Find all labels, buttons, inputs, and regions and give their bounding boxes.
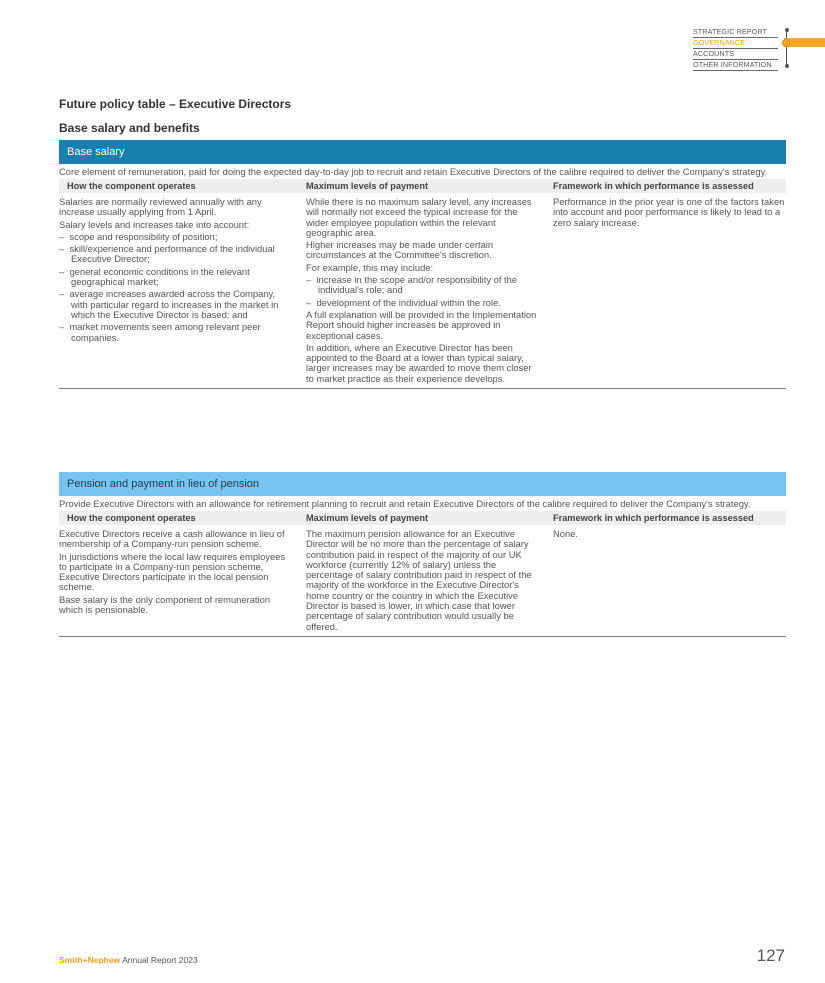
paragraph: Salary levels and increases take into account: (59, 218, 250, 230)
list-item: – development of the individual within the role. (306, 298, 541, 308)
paragraph: While there is no maximum salary level, any increases will normally not exceed the typical increase for the wider employee population within the relevant geographic area. (306, 196, 532, 238)
section-description: Core element of remuneration, paid for doing the expected day-to-day job to recruit and retain Executive Directors of the calibre required to deliver the Company's strategy. (59, 166, 768, 177)
cell-maximum-levels (306, 197, 553, 386)
list-item: – average increases awarded across the Company, with particular regard to increases in the market in which the Executive Director is based; and (59, 289, 294, 320)
cell-how-operates (59, 197, 306, 386)
nav-item-other-information[interactable]: OTHER INFORMATION (693, 60, 778, 71)
paragraph: For example, this may include: (306, 261, 434, 273)
page-number: 127 (756, 946, 785, 965)
nav-item-strategic-report[interactable]: STRATEGIC REPORT (693, 27, 778, 38)
table-header (59, 511, 786, 525)
nav-item-accounts[interactable]: ACCOUNTS (693, 49, 778, 60)
paragraph: Performance in the prior year is one of the factors taken into account and poor performance is likely to lead to a zero salary increase. (553, 196, 785, 228)
list-item: – skill/experience and performance of the individual Executive Director; (59, 244, 294, 265)
list-item: – increase in the scope and/or responsibility of the individual's role; and (306, 275, 541, 296)
nav-dot-icon (785, 28, 789, 32)
section-description: Provide Executive Directors with an allowance for retirement planning to recruit and retain Executive Directors of the calibre required to deliver the Company's strategy. (59, 498, 751, 509)
cell-framework (553, 197, 786, 386)
list-item: – market movements seen among relevant peer companies. (59, 322, 294, 343)
pension-section (59, 472, 786, 637)
header-framework: Framework in which performance is assessed (553, 181, 754, 191)
nav-item-governance[interactable]: GOVERNANCE (693, 38, 778, 49)
section-nav (693, 27, 778, 71)
section-bar-pension: Pension and payment in lieu of pension (59, 472, 786, 496)
cell-framework (553, 529, 786, 634)
page-title: Future policy table – Executive Directors (59, 97, 292, 111)
cell-maximum-levels (306, 529, 553, 634)
list-item: – general economic conditions in the relevant geographical market; (59, 267, 294, 288)
table-row (59, 525, 786, 637)
base-salary-section (59, 140, 786, 389)
table-header (59, 179, 786, 193)
paragraph: Executive Directors receive a cash allowance in lieu of membership of a Company-run pension scheme. (59, 528, 285, 550)
paragraph: In addition, where an Executive Director has been appointed to the Board at a lower than typical salary, larger increases may be awarded to move them closer to market practice as their experience develops. (306, 341, 532, 384)
paragraph: A full explanation will be provided in the Implementation Report should higher increases be approved in exceptional cases. (306, 308, 537, 341)
paragraph: In jurisdictions where the local law requires employees to participate in a Company-run pension scheme, Executive Directors participate in the local pension scheme. (59, 550, 286, 593)
nav-active-marker-icon (782, 39, 790, 47)
nav-active-tab (784, 38, 825, 47)
page-subtitle: Base salary and benefits (59, 121, 200, 135)
brand-name: Smith+Nephew (59, 955, 121, 965)
header-maximum-levels: Maximum levels of payment (306, 513, 429, 523)
cell-how-operates (59, 529, 306, 634)
table-row (59, 193, 786, 389)
nav-dot-icon (785, 64, 789, 68)
header-framework: Framework in which performance is assessed (553, 513, 754, 523)
header-how-component-operates: How the component operates (67, 513, 196, 523)
paragraph: None. (553, 528, 579, 539)
section-bar-base-salary: Base salary (59, 140, 786, 164)
paragraph: Higher increases may be made under certain circumstances at the Committee's discretion. (306, 239, 494, 261)
header-maximum-levels: Maximum levels of payment (306, 181, 429, 191)
footer (59, 955, 198, 965)
paragraph: The maximum pension allowance for an Executive Director will be no more than the percentage of salary contribution paid in respect of the majority of our UK workforce (currently 12% of salary) unless the percentage of salary contribution paid in respect of the majority of the workforce in the Executive Director's home country or the country in which the Executive Director is based is lower, in which case that lower percentage of salary contribution would usually be offered. (306, 528, 532, 632)
paragraph: Salaries are normally reviewed annually with any increase usually applying from 1 April. (59, 196, 262, 218)
header-how-component-operates: How the component operates (67, 181, 196, 191)
report-name: Annual Report 2023 (120, 955, 198, 965)
list-item: – scope and responsibility of position; (59, 232, 294, 242)
paragraph: Base salary is the only component of remuneration which is pensionable. (59, 593, 271, 616)
nav-indicator-line (786, 30, 787, 66)
